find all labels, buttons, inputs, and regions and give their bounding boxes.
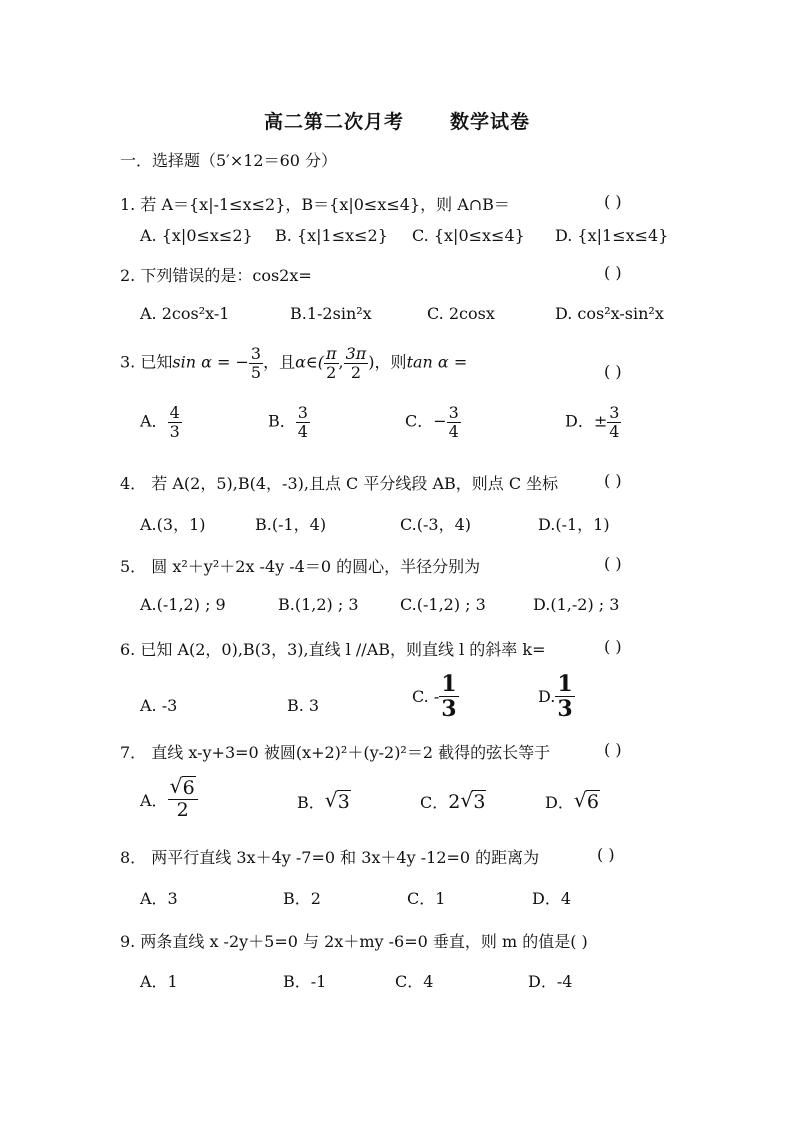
option-8-a: A．3 bbox=[140, 889, 178, 908]
question-5-text: 圆 x²＋y²＋2x -4y -4＝0 的圆心，半径分别为 bbox=[151, 557, 481, 576]
question-8-text: 两平行直线 3x＋4y -7=0 和 3x＋4y -12=0 的距离为 bbox=[151, 848, 540, 867]
option-3-b: B． $\frac{3}{4}$ bbox=[268, 403, 308, 441]
question-1: 1. 若 A＝{x|-1≤x≤2}，B＝{x|0≤x≤4}，则 A∩B＝ bbox=[120, 195, 510, 214]
option-2-d: D. cos²x-sin²x bbox=[555, 304, 664, 323]
option-3-a: A． $\frac{4}{3}$ bbox=[140, 403, 180, 441]
option-1-c: C. {x|0≤x≤4} bbox=[412, 226, 525, 245]
option-1-a: A. {x|0≤x≤2} bbox=[140, 226, 253, 245]
answer-paren-6: ( ) bbox=[604, 637, 622, 656]
question-2: 2. 下列错误的是：cos2x= bbox=[120, 266, 312, 285]
option-2-b: B.1-2sin²x bbox=[290, 304, 372, 323]
option-8-b: B．2 bbox=[283, 889, 321, 908]
option-9-c: C．4 bbox=[395, 972, 434, 991]
option-6-a: A. -3 bbox=[140, 696, 178, 715]
option-4-a: A.(3，1) bbox=[140, 515, 206, 534]
option-1-d: D. {x|1≤x≤4} bbox=[555, 226, 669, 245]
fraction: $\frac{\pi}{2}$ bbox=[325, 344, 337, 382]
section-heading: 一．选择题（5′×12＝60 分） bbox=[120, 151, 338, 170]
option-7-c: C．2√ 3 bbox=[420, 790, 486, 813]
option-6-b: B. 3 bbox=[287, 696, 320, 715]
answer-paren-2: ( ) bbox=[604, 263, 622, 282]
answer-paren-1: ( ) bbox=[604, 192, 622, 211]
question-7-text: 直线 x-y+3=0 被圆(x+2)²＋(y-2)²＝2 截得的弦长等于 bbox=[151, 743, 551, 762]
fraction: $\frac{3}{5}$ bbox=[250, 344, 262, 382]
answer-paren-7: ( ) bbox=[604, 740, 622, 759]
question-4: 4． 若 A(2，5),B(4，-3),且点 C 平分线段 AB，则点 C 坐标 bbox=[120, 474, 559, 493]
option-5-d: D.(1,-2) ; 3 bbox=[533, 595, 620, 614]
page-title bbox=[0, 107, 794, 134]
option-7-a: A． √ $\frac{6}{2}$ bbox=[140, 778, 198, 821]
option-2-c: C. 2cosx bbox=[427, 304, 495, 323]
title-right: 数学试卷 bbox=[450, 111, 531, 133]
option-6-d: D. $\frac{1}{3}$ bbox=[538, 671, 573, 723]
answer-paren-5: ( ) bbox=[604, 554, 622, 573]
question-2-text: 下列错误的是：cos2x= bbox=[140, 266, 312, 285]
option-4-d: D.(-1，1) bbox=[538, 515, 610, 534]
option-9-b: B．-1 bbox=[283, 972, 327, 991]
option-9-d: D．-4 bbox=[528, 972, 573, 991]
question-5: 5． 圆 x²＋y²＋2x -4y -4＝0 的圆心，半径分别为 bbox=[120, 557, 481, 576]
option-6-c: C. - $\frac{1}{3}$ bbox=[412, 671, 457, 723]
option-3-d: D．± $\frac{3}{4}$ bbox=[565, 403, 620, 441]
option-8-c: C．1 bbox=[407, 889, 446, 908]
question-4-text: 若 A(2，5),B(4，-3),且点 C 平分线段 AB，则点 C 坐标 bbox=[151, 474, 559, 493]
fraction: $\frac{3\pi}{2}$ bbox=[345, 344, 367, 382]
option-1-b: B. {x|1≤x≤2} bbox=[275, 226, 388, 245]
option-5-a: A.(-1,2) ; 9 bbox=[140, 595, 226, 614]
question-7: 7． 直线 x-y+3=0 被圆(x+2)²＋(y-2)²＝2 截得的弦长等于 bbox=[120, 743, 551, 762]
answer-paren-8: ( ) bbox=[597, 845, 615, 864]
option-7-d: D．√ 6 bbox=[545, 790, 600, 813]
question-9: 9. 两条直线 x -2y＋5=0 与 2x＋my -6=0 垂直，则 m 的值是( ) bbox=[120, 932, 588, 951]
option-5-b: B.(1,2) ; 3 bbox=[278, 595, 359, 614]
question-1-text: 若 A＝{x|-1≤x≤2}，B＝{x|0≤x≤4}，则 A∩B＝ bbox=[140, 195, 510, 214]
answer-paren-3: ( ) bbox=[604, 362, 622, 381]
answer-paren-4: ( ) bbox=[604, 471, 622, 490]
question-8: 8． 两平行直线 3x＋4y -7=0 和 3x＋4y -12=0 的距离为 bbox=[120, 848, 540, 867]
option-5-c: C.(-1,2) ; 3 bbox=[400, 595, 486, 614]
question-3: 3. 已知sin α = − $\frac{3}{5}$ ，且α∈( $\frac{\pi}{2}$ , $\frac{3\pi}{2}$ )，则tan α = bbox=[120, 344, 468, 382]
option-4-c: C.(-3，4) bbox=[400, 515, 472, 534]
option-3-c: C．− $\frac{3}{4}$ bbox=[405, 403, 459, 441]
option-7-b: B．√ 3 bbox=[297, 790, 351, 813]
question-6-text: 已知 A(2，0),B(3，3),直线 l //AB，则直线 l 的斜率 k= bbox=[140, 640, 546, 659]
option-8-d: D．4 bbox=[532, 889, 572, 908]
option-2-a: A. 2cos²x-1 bbox=[140, 304, 230, 323]
title-left: 高二第二次月考 bbox=[263, 111, 404, 133]
option-4-b: B.(-1，4) bbox=[255, 515, 327, 534]
question-9-text: 两条直线 x -2y＋5=0 与 2x＋my -6=0 垂直，则 m 的值是( ) bbox=[140, 932, 588, 951]
option-9-a: A．1 bbox=[140, 972, 178, 991]
question-6: 6. 已知 A(2，0),B(3，3),直线 l //AB，则直线 l 的斜率 k= bbox=[120, 640, 546, 659]
